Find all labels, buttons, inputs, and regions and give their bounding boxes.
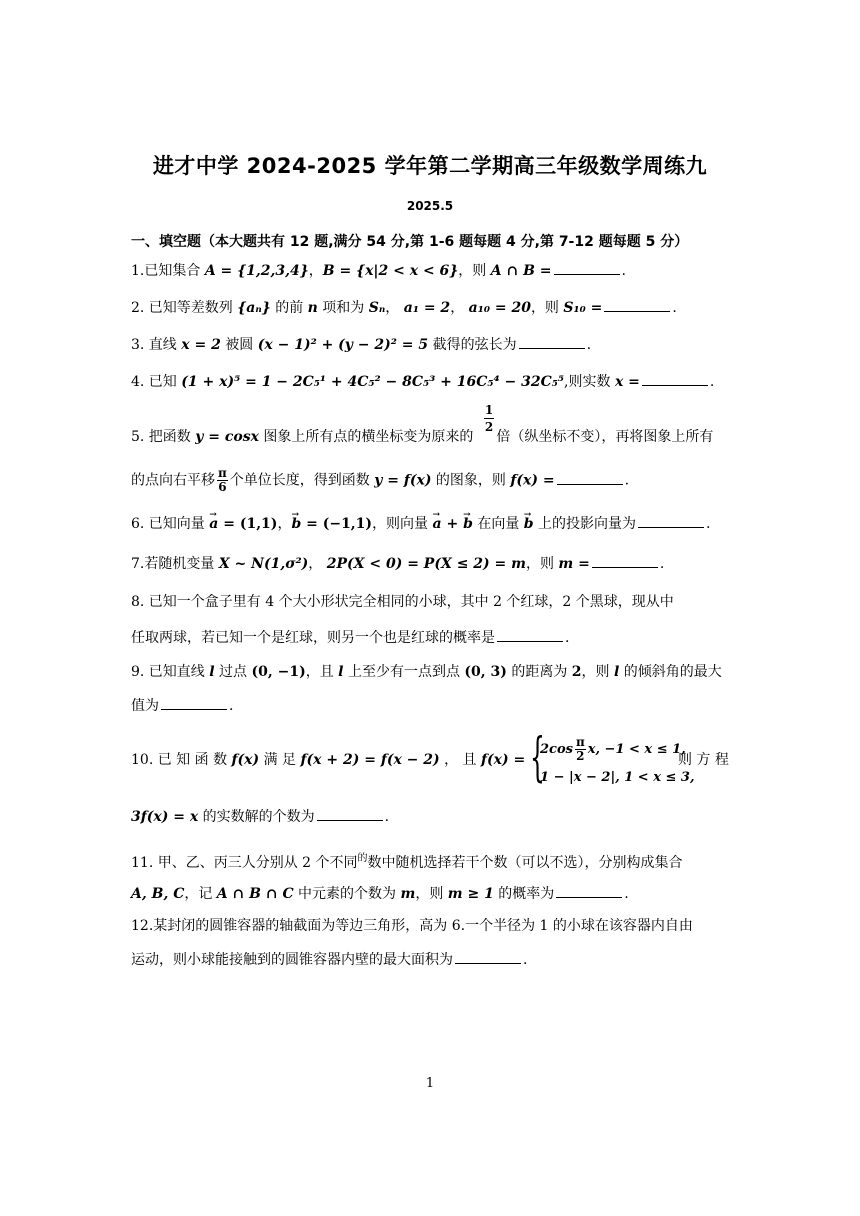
question-6: 6. 已知向量 → a = (1,1)，→ b = (−1,1)，则向量 → a + → b 在向量 → b 上的投影向量为 . [131,513,710,534]
answer-blank-5[interactable] [557,470,623,485]
answer-blank-2[interactable] [604,297,670,312]
answer-blank-9[interactable] [161,695,227,710]
question-10-line-1: 10. 已 知 函 数 f(x) 满 足 f(x + 2) = f(x − 2) ， 且 f(x) = [131,752,526,768]
question-1: 1.已知集合 A = {1,2,3,4}，B = {x|2 < x < 6}，则 A ∩ B = . [131,260,626,281]
answer-blank-11[interactable] [556,883,622,898]
fraction-one-half: $\frac{1}{2}$ [484,403,494,434]
question-12-line-2: 运动，则小球能接触到的圆锥容器内壁的最大面积为 . [131,949,527,970]
question-12-line-1: 12.某封闭的圆锥容器的轴截面为等边三角形，高为 6.一个半径为 1 的小球在该容器内自由 [131,918,693,934]
question-9-line-1: 9. 已知直线 l 过点 (0, −1)，且 l 上至少有一点到点 (0, 3) 的距离为 2，则 l 的倾斜角的最大 [131,664,722,680]
question-2: 2. 已知等差数列 {aₙ} 的前 n 项和为 Sₙ， a₁ = 2， a₁₀ = 20，则 S₁₀ = . [131,297,677,318]
question-8-line-2: 任取两球，若已知一个是红球，则另一个也是红球的概率是 . [131,627,569,648]
question-4: 4. 已知 (1 + x)⁵ = 1 − 2C₅¹ + 4C₅² − 8C₅³ + 16C₅⁴ − 32C₅⁵,则实数 x = . [131,371,714,392]
answer-blank-3[interactable] [519,334,585,349]
question-9-line-2: 值为 . [131,695,233,716]
question-7: 7.若随机变量 X ~ N(1,σ²)， 2P(X < 0) = P(X ≤ 2) = m，则 m = . [131,553,664,574]
answer-blank-7[interactable] [592,553,658,568]
answer-blank-6[interactable] [638,513,704,528]
question-8-line-1: 8. 已知一个盒子里有 4 个大小形状完全相同的小球，其中 2 个红球，2 个黑球，现从中 [131,594,674,610]
left-brace: { [530,728,545,788]
answer-blank-8[interactable] [497,627,563,642]
fraction-pi-over-6: $\frac{\pi}{6}$ [218,466,227,494]
question-10-tail: 则 方 程 [678,752,729,768]
page-number: 1 [425,1076,435,1091]
question-11-line-2: A, B, C，记 A ∩ B ∩ C 中元素的个数为 m，则 m ≥ 1 的概率为 . [131,883,629,904]
answer-blank-12[interactable] [455,949,521,964]
question-10-line-2: 3f(x) = x 的实数解的个数为 . [131,806,389,827]
question-5-line-2: 的点向右平移 $\frac{\pi}{6}$ 个单位长度，得到函数 y = f(x) 的图象，则 f(x) = . [131,466,630,494]
piecewise-case-1: 2cos $\frac{\pi}{2}$ x, −1 < x ≤ 1, [540,735,686,763]
answer-blank-4[interactable] [642,371,708,386]
question-11-line-1: 11. 甲、乙、丙三人分别从 2 个不同$^的$数中随机选择若干个数（可以不选），分别构成集合 [131,853,683,871]
answer-blank-10[interactable] [317,806,383,821]
piecewise-case-2: 1 − |x − 2|, 1 < x ≤ 3, [540,770,695,785]
answer-blank-1[interactable] [554,260,620,275]
section-heading: 一、填空题（本大题共有 12 题,满分 54 分,第 1-6 题每题 4 分,第 7-12 题每题 5 分） [131,234,689,250]
question-3: 3. 直线 x = 2 被圆 (x − 1)² + (y − 2)² = 5 截得的弦长为 . [131,334,591,355]
exam-date: 2025.5 [406,199,454,213]
question-5-line-1: 5. 把函数 y = cosx 图象上所有点的横坐标变为原来的 倍（纵坐标不变），再将图象上所有 [131,429,714,445]
page-title: 进才中学 2024-2025 学年第二学期高三年级数学周练九 [152,154,708,178]
